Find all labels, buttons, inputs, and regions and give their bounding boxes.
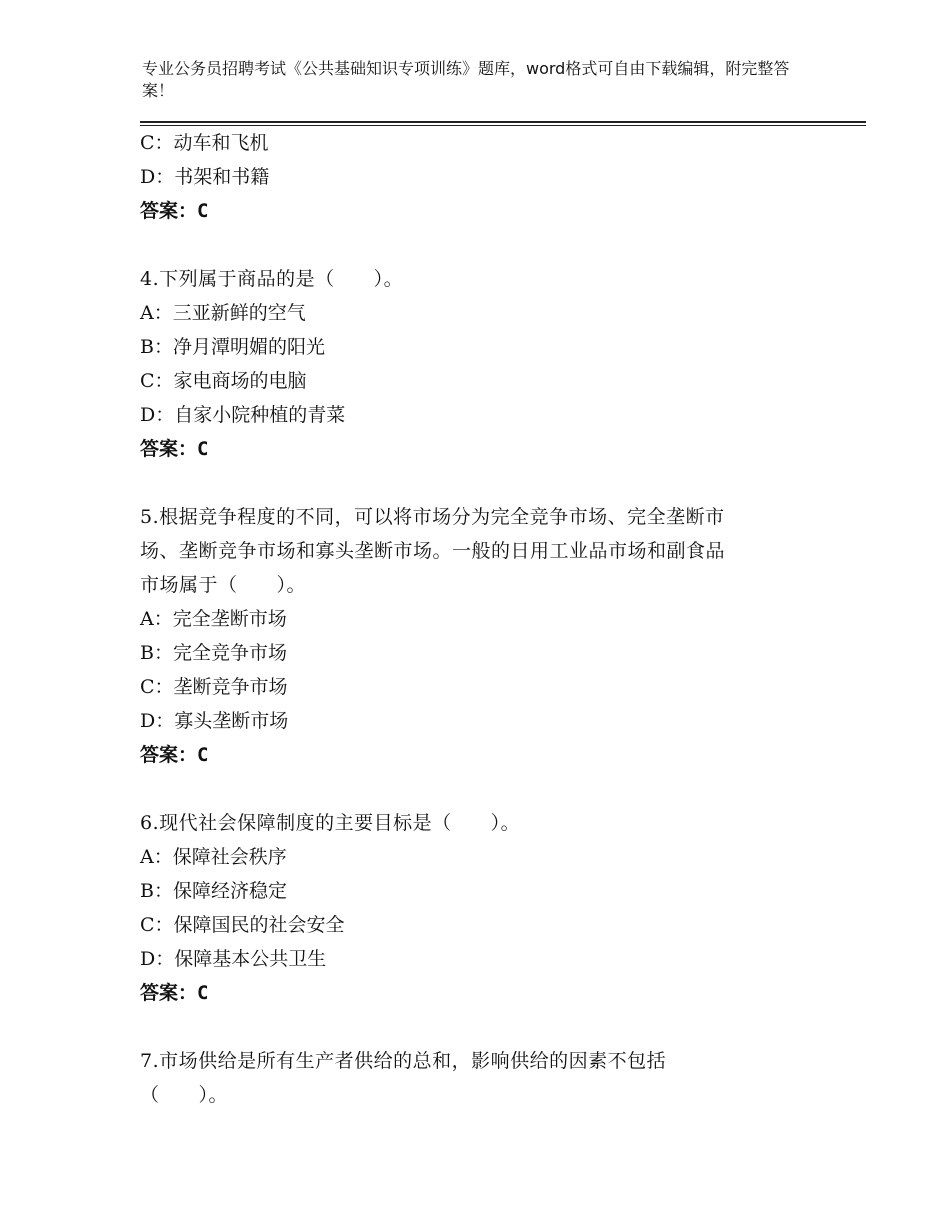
spacer (140, 466, 800, 500)
question-stem: 7.市场供给是所有生产者供给的总和，影响供给的因素不包括 (140, 1050, 667, 1072)
question-stem: 市场属于（ ）。 (140, 574, 307, 596)
question-stem: 4.下列属于商品的是（ ）。 (140, 268, 404, 290)
answer-label: 答案： (140, 744, 198, 766)
spacer (140, 772, 800, 806)
question-stem: 6.现代社会保障制度的主要目标是（ ）。 (140, 812, 521, 834)
option-c: C：垄断竞争市场 (140, 676, 288, 698)
option-a: A：保障社会秩序 (140, 846, 287, 868)
answer-line (140, 194, 800, 228)
question-fragment (140, 126, 800, 228)
option-c: C：保障国民的社会安全 (140, 914, 345, 936)
option-b: B：完全竞争市场 (140, 642, 287, 664)
answer-value: C (197, 744, 209, 766)
answer-value: C (197, 982, 209, 1004)
question-stem: 场、垄断竞争市场和寡头垄断市场。一般的日用工业品市场和副食品 (140, 540, 726, 562)
question-5 (140, 500, 800, 772)
answer-label: 答案： (140, 438, 198, 460)
option-c: C：家电商场的电脑 (140, 370, 307, 392)
option-d: D：自家小院种植的青菜 (140, 404, 346, 426)
answer-line (140, 432, 800, 466)
option-a: A：完全垄断市场 (140, 608, 287, 630)
option-d: D：寡头垄断市场 (140, 710, 289, 732)
option-c: C：动车和飞机 (140, 132, 269, 154)
question-stem: 5.根据竞争程度的不同，可以将市场分为完全竞争市场、完全垄断市 (140, 506, 725, 528)
answer-line (140, 738, 800, 772)
option-b: B：净月潭明媚的阳光 (140, 336, 325, 358)
answer-label: 答案： (140, 200, 198, 222)
document-header (142, 58, 802, 102)
question-7 (140, 1044, 800, 1112)
spacer (140, 1010, 800, 1044)
header-text: 专业公务员招聘考试《公共基础知识专项训练》题库，word格式可自由下载编辑，附完整答案！ (142, 59, 790, 100)
answer-line (140, 976, 800, 1010)
answer-label: 答案： (140, 982, 198, 1004)
option-a: A：三亚新鲜的空气 (140, 302, 306, 324)
option-d: D：书架和书籍 (140, 166, 270, 188)
answer-value: C (197, 200, 209, 222)
spacer (140, 228, 800, 262)
header-rule-thick (140, 121, 866, 123)
question-stem: （ ）。 (140, 1084, 229, 1106)
question-6 (140, 806, 800, 1010)
option-d: D：保障基本公共卫生 (140, 948, 327, 970)
question-4 (140, 262, 800, 466)
option-b: B：保障经济稳定 (140, 880, 287, 902)
answer-value: C (197, 438, 209, 460)
question-content (140, 126, 800, 1112)
